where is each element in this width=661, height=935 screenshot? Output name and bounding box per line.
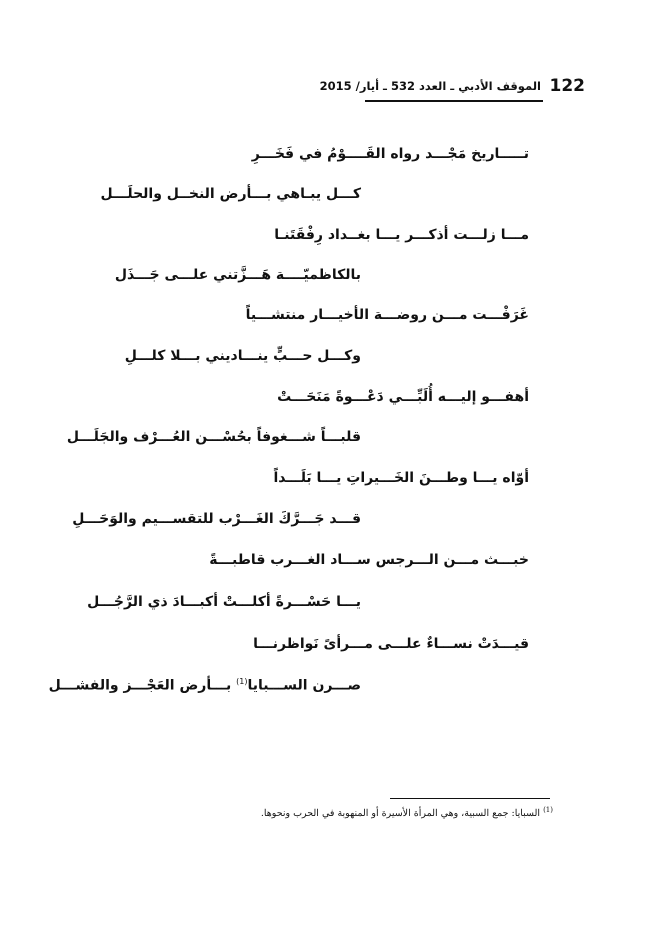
verse-14-part-1: صـــرن الســـبايا [247,677,361,694]
verse-10: قـــد جَـــرَّكَ الغَـــرْب للتقســـيم والوَحَـــلِ [72,511,361,527]
verse-14 [49,677,361,694]
verse-1: تـــــاريخ مَجْـــد رواه القَــــوْمُ في فَخَـــرِ [251,146,529,162]
verse-8: قلبـــاً شـــغوفاً بحُسْـــن العُـــرْف والجَلَـــل [66,429,361,445]
verse-12: يـــا حَسْـــرةً أكلـــتْ أكبـــادَ ذي الرَّجُـــل [87,594,361,610]
running-head: الموقف الأدبي ـ العدد 532 ـ أيار/ 2015 [319,79,541,93]
verse-11: خبـــث مـــن الـــرجس ســـاد الغـــرب قاطبـــةً [209,552,529,568]
footnote-rule [390,798,550,799]
verse-2: كـــل يبـاهي بـــأرض النخــل والحلَـــل [100,186,361,202]
footnote-reference[interactable]: (1) [236,677,248,686]
verse-4: بالكاظميّــــة هَـــزَّتني علـــى جَـــذَل [114,267,361,283]
verse-7: أهفـــو إليـــه أُلَبِّـــي دَعْـــوةً مَنَحَـــتْ [277,389,529,405]
verse-14-part-2: بـــأرض العَجْـــز والفشـــل [48,677,237,694]
verse-6: وكـــل حـــبٍّ ينـــاديني بـــلا كلـــلِ [124,348,361,364]
verse-13: قيـــدَتْ نســـاءٌ علـــى مـــرأىً نَواظرنـــا [253,636,529,652]
footnote-marker: (1) [543,806,553,814]
footnote-text: السبايا: جمع السبية، وهي المرأة الأسيرة أو المنهوبة في الحرب ونحوها. [260,808,541,820]
verse-9: أوّاه يـــا وطـــنَ الخَـــيراتِ يـــا بَلَـــداً [273,470,529,486]
verse-3: مـــا زلـــت أذكـــر يـــا بغــداد رِفْقَتَنـا [274,227,529,243]
verse-5: غَرَفْـــت مـــن روضـــة الأخيـــار منتشـــياً [245,307,529,323]
page-number: 122 [549,76,585,96]
footnote [261,806,553,819]
